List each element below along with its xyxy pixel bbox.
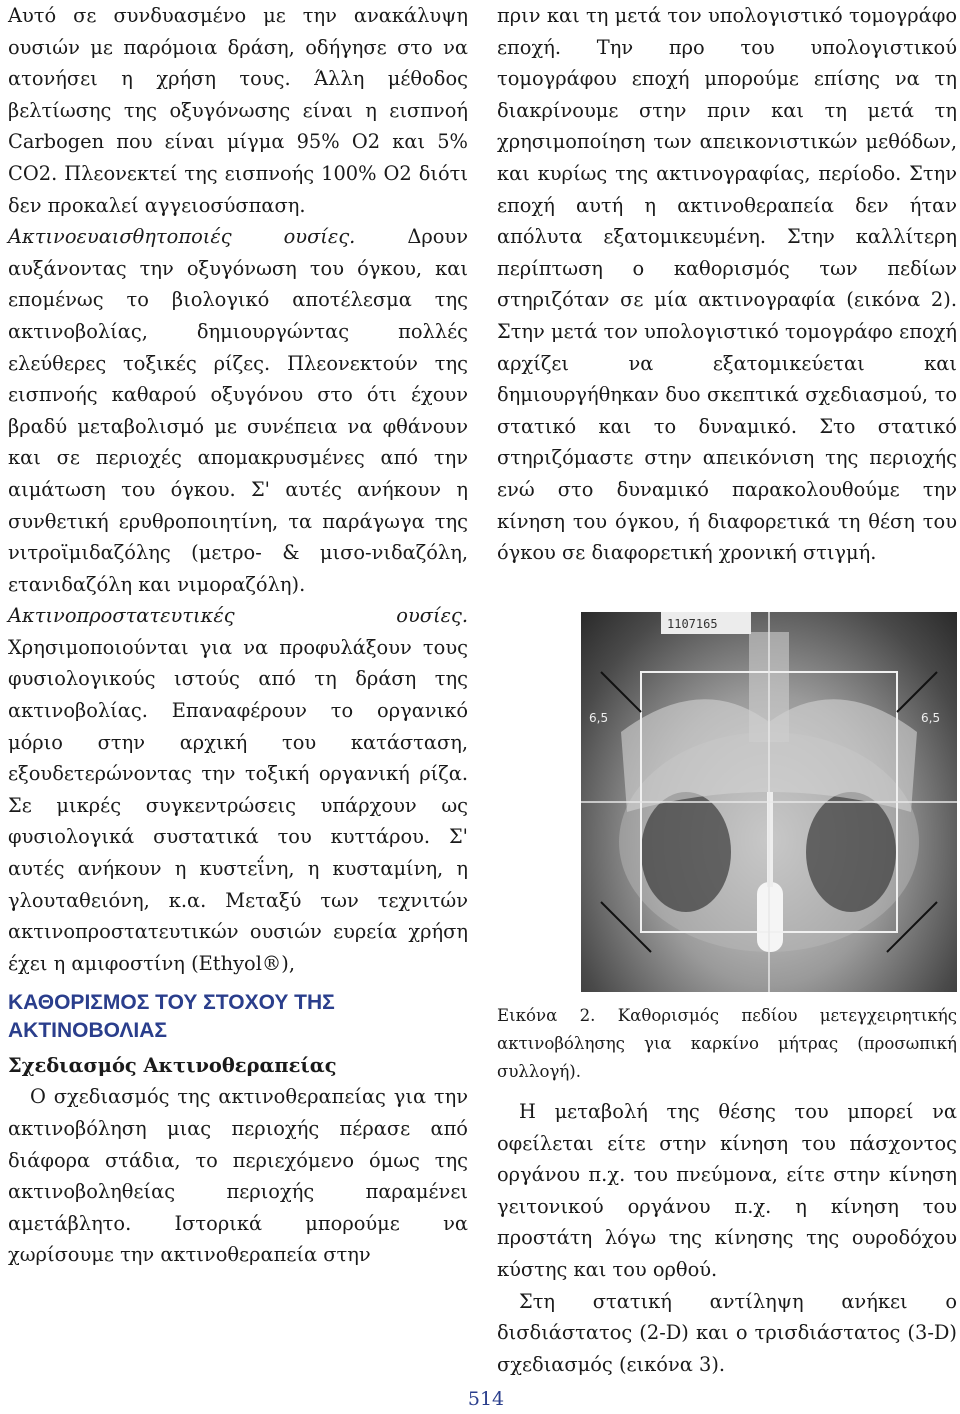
subsection-title: Σχεδιασμός Ακτινοθεραπείας bbox=[8, 1054, 337, 1078]
paragraph-body: Χρησιμοποιούνται για να προφυλάξουν τους φυσιολογικούς ιστούς από τη δράση της ακτινοβολίας. Επαναφέρουν το οργανικό μόριο στην αρχική του κατάσταση, εξουδετερώνοντας την τοξική οργανική ρίζα. Σε μικρές συγκεντρώσεις υπάρχουν ως φυσιολογικά συστατικά του κυττάρου. Σ' αυτές ανήκουν η κυστεΐνη, η κυσταμίνη, η γλουταθειόνη, κ.α. Μεταξύ των τεχνιτών ακτινοπροστατευτικών ουσιών ευρεία χρήση έχει η αμιφοστίνη (Ethyol®), bbox=[8, 635, 468, 975]
paragraph: Στη στατική αντίληψη ανήκει ο δισδιάστατος (2-D) και ο τρισδιάστατος (3-D) σχεδιασμός (εικόνα 3). bbox=[497, 1289, 957, 1376]
handwritten-label: 1107165 bbox=[667, 617, 718, 631]
left-column bbox=[8, 0, 468, 1271]
paragraph-lead: Ακτινοπροστατευτικές ουσίες. bbox=[8, 604, 468, 628]
paragraph bbox=[8, 221, 468, 600]
right-column bbox=[497, 0, 957, 569]
paragraph: Αυτό σε συνδυασμένο με την ανακάλυψη ουσιών με παρόμοια δράση, οδήγησε στο να ατονήσει η χρήση τους. Άλλη μέθοδος βελτίωσης της οξυγόνωσης είναι η εισπνοή Carbogen που είναι μίγμα 95% O2 και 5% CO2. Πλεονεκτεί της εισπνοής 100% O2 διότι δεν προκαλεί αγγειοσύσπαση. bbox=[8, 4, 468, 217]
paragraph: πριν και τη μετά τον υπολογιστικό τομογράφο εποχή. Την προ του υπολογιστικού τομογράφου εποχή μπορούμε επίσης να τη διακρίνουμε στην πριν και τη μετά τη χρησιμοποίηση των απεικονιστικών μεθόδων, και κυρίως της ακτινογραφίας, περίοδο. Στην εποχή αυτή η ακτινοθεραπεία δεν ήταν απόλυτα εξατομικευμένη. Στην καλλίτερη περίπτωση ο καθορισμός των πεδίων στηριζόταν σε μία ακτινογραφία (εικόνα 2). Στην μετά τον υπολογιστικό τομογράφο εποχή αρχίζει να εξατομικεύεται και δημιουργήθηκαν δυο σκεπτικά σχεδιασμού, το στατικό και το δυναμικό. Στο στατικό στηριζόμαστε στην απεικόνιση της περιοχής ενώ στο δυναμικό παρακολουθούμε την κίνηση του όγκου, ή διαφορετικά τη θέση του όγκου σε διαφορετική χρονική στιγμή. bbox=[497, 4, 957, 565]
xray-illustration bbox=[581, 612, 957, 992]
paragraph-body: Δρουν αυξάνοντας την οξυγόνωση του όγκου, και επομένως το βιολογικό αποτέλεσμα της ακτινοβολίας, δημιουργώντας πολλές ελεύθερες τοξικές ρίζες. Πλεονεκτούν της εισπνοής καθαρού οξυγόνου στο ότι έχουν βραδύ μεταβολισμό με συνέπεια να φθάνουν και σε περιοχές απομακρυσμένες από την αιμάτωση του όγκου. Σ' αυτές ανήκουν η συνθετική ερυθροποιητίνη, τα παράγωγα της νιτροϊμιδαζόλης (μετρο- & μισο-νιδαζόλη, ετανιδαζόλη και νιμοραζόλη). bbox=[8, 225, 468, 596]
figure-caption: Εικόνα 2. Καθορισμός πεδίου μετεγχειρητικής ακτινοβόλησης για καρκίνο μήτρας (προσωπική συλλογή). bbox=[497, 1006, 957, 1081]
section-title: ΚΑΘΟΡΙΣΜΟΣ ΤΟΥ ΣΤΟΧΟΥ ΤΗΣ ΑΚΤΙΝΟΒΟΛΙΑΣ bbox=[8, 991, 335, 1043]
field-mark-right: 6,5 bbox=[921, 711, 941, 725]
paragraph: Η μεταβολή της θέσης του μπορεί να οφείλεται είτε στην κίνηση του πάσχοντος οργάνου π.χ. του πνεύμονα, είτε στην κίνηση γειτονικού οργάνου π.χ. η κίνηση του προστάτη λόγω της κίνησης της ουροδόχου κύστης και του ορθού. bbox=[497, 1100, 957, 1281]
field-mark-left: 6,5 bbox=[589, 711, 609, 725]
right-column-lower bbox=[497, 1096, 957, 1380]
paragraph bbox=[8, 600, 468, 979]
xray-figure bbox=[581, 612, 957, 992]
paragraph: Ο σχεδιασμός της ακτινοθεραπείας για την ακτινοβόληση μιας περιοχής πέρασε από διάφορα στάδια, το περιεχόμενο όμως της ακτινοβοληθείας περιοχής παραμένει αμετάβλητο. Ιστορικά μπορούμε να χωρίσουμε την ακτινοθεραπεία στην bbox=[8, 1085, 468, 1267]
paragraph-lead: Ακτινοευαισθητοποιές ουσίες. bbox=[8, 225, 356, 249]
page-number: 514 bbox=[467, 1388, 505, 1410]
